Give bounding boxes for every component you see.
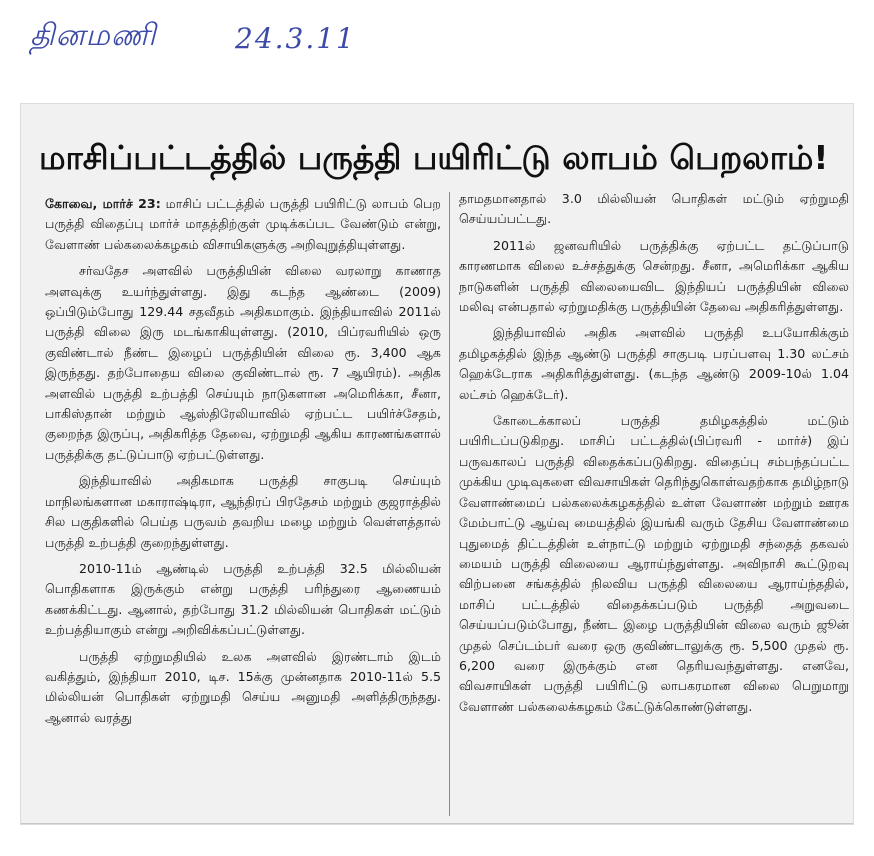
clipping-header <box>30 18 390 73</box>
article-paragraph: 2010-11ம் ஆண்டில் பருத்தி உற்பத்தி 32.5 மில்லியன் பொதிகளாக இருக்கும் என்று பருத்தி பரிந்துரை ஆணையம் கணக்கிட்டது. ஆனால், தற்போது 31.2 மில்லியன் பொதிகள் மட்டும் உற்பத்தியாகும் என்று அறிவிக்கப்பட்டுள்ளது. <box>45 560 441 638</box>
article-paragraph: பருத்தி ஏற்றுமதியில் உலக அளவில் இரண்டாம் இடம் வகித்தும், இந்தியா 2010, டிச. 15க்கு முன்னதாக 2010-11ல் 5.5 மில்லியன் பொதிகள் ஏற்றுமதி செய்ய அனுமதி அளித்திருந்தது. ஆனால் வரத்து <box>45 648 441 725</box>
newspaper-masthead: தினமணி <box>30 18 157 53</box>
article-paragraph: கோடைக்காலப் பருத்தி தமிழகத்தில் மட்டும் பயிரிடப்படுகிறது. மாசிப் பட்டத்தில்(பிப்ரவரி - மார்ச்) இப் பருவகாலப் பருத்தி விதைக்கப்படுகிறது. விதைப்பு சம்பந்தப்பட்ட முக்கிய முடிவுகளை விவசாயிகள் தெரிந்துகொள்வதற்காக தமிழ்நாடு வேளாண்மைப் பல்கலைக்கழகத்தில் உள்ள வேளாண் மற்றும் ஊரக மேம்பாட்டு ஆய்வு மையத்தில் இயங்கி வரும் தேசிய வேளாண்மை புதுமைத் திட்டத்தின் உள்நாட்டு மற்றும் ஏற்றுமதி சந்தைத் தகவல் மையம் பருத்தி விலையை ஆராய்ந்துள்ளது. அவிநாசி கூட்டுறவு விற்பனை சங்கத்தில் நிலவிய பருத்தி விலையை ஆராய்ந்ததில், மாசிப் பட்டத்தில் விதைக்கப்படும் பருத்தி அறுவடை செய்யப்படும்போது, நீண்ட இழை பருத்தியின் விலை வரும் ஜூன் முதல் செப்டம்பர் வரை ஒரு குவிண்டாலுக்கு ரூ. 5,500 முதல் ரூ. 6,200 வரை இருக்கும் என தெரியவந்துள்ளது. எனவே, விவசாயிகள் பருத்தி பயிரிட்டு லாபகரமான விலை பெறுமாறு வேளாண் பல்கலைக்கழகம் கேட்டுக்கொண்டுள்ளது. <box>459 413 849 714</box>
article-paragraph-text: மாசிப் பட்டத்தில் பருத்தி பயிரிட்டு லாபம் பெற பருத்தி விதைப்பு மார்ச் மாதத்திற்குள் முடிக்கப்பட வேண்டும் என்று, வேளாண் பல்கலைக்கழகம் விசாயிகளுக்கு அறிவுறுத்தியுள்ளது. <box>45 196 441 252</box>
article-dateline: கோவை, மார்ச் 23: <box>45 196 161 211</box>
article-clipping <box>20 103 854 825</box>
article-paragraph: இந்தியாவில் அதிகமாக பருத்தி சாகுபடி செய்யும் மாநிலங்களான மகாராஷ்டிரா, ஆந்திரப் பிரதேசம் மற்றும் குஜராத்தில் சில பகுதிகளில் பெய்த பருவம் தவறிய மழை மற்றும் வெள்ளத்தால் பருத்தி உற்பத்தி குறைந்துள்ளது. <box>45 473 441 550</box>
article-headline: மாசிப்பட்டத்தில் பருத்தி பயிரிட்டு லாபம் பெறலாம்! <box>39 138 829 177</box>
article-paragraph: 2011ல் ஜனவரியில் பருத்திக்கு ஏற்பட்ட தட்டுப்பாடு காரணமாக விலை உச்சத்துக்கு சென்றது. சீனா, அமெரிக்கா ஆகிய நாடுகளின் பருத்தி விலையைவிட இந்தியப் பருத்தியின் விலை மலிவு என்பதால் ஏற்றுமதிக்கு பருத்தியின் தேவை அதிகரித்துள்ளது. <box>459 237 849 315</box>
article-paragraph <box>45 194 441 255</box>
column-divider <box>449 192 450 816</box>
article-column-right <box>459 189 849 818</box>
article-paragraph: இந்தியாவில் அதிக அளவில் பருத்தி உபயோகிக்கும் தமிழகத்தில் இந்த ஆண்டு பருத்தி சாகுபடி பரப்பளவு 1.30 லட்சம் ஹெக்டேராக அதிகரித்துள்ளது. (கடந்த ஆண்டு 2009-10ல் 1.04 லட்சம் ஹெக்டேர்). <box>459 325 849 402</box>
clipping-date: 24.3.11 <box>235 22 356 55</box>
clipping-bottom-edge <box>21 823 853 824</box>
article-column-left <box>45 194 441 818</box>
article-paragraph: தாமதமானதால் 3.0 மில்லியன் பொதிகள் மட்டும் ஏற்றுமதி செய்யப்பட்டது. <box>459 191 849 227</box>
article-paragraph: சர்வதேச அளவில் பருத்தியின் விலை வரலாறு காணாத அளவுக்கு உயர்ந்துள்ளது. இது கடந்த ஆண்டை (2009) ஒப்பிடும்போது 129.44 சதவீதம் அதிகமாகும். இந்தியாவில் 2011ல் பருத்தி விலை இரு மடங்காகியுள்ளது. (2010, பிப்ரவரியில் ஒரு குவிண்டால் நீண்ட இழைப் பருத்தியின் விலை ரூ. 3,400 ஆக இருந்தது. தற்போதைய விலை குவிண்டால் ரூ. 7 ஆயிரம்). அதிக அளவில் பருத்தி உற்பத்தி செய்யும் நாடுகளான அமெரிக்கா, சீனா, பாகிஸ்தான் மற்றும் ஆஸ்திரேலியாவில் ஏற்பட்ட பயிர்ச்சேதம், குறைந்த இருப்பு, அதிகரித்த தேவை, ஏற்றுமதி ஆகிய காரணங்களால் பருத்திக்கு தட்டுப்பாடு ஏற்பட்டுள்ளது. <box>45 263 441 462</box>
